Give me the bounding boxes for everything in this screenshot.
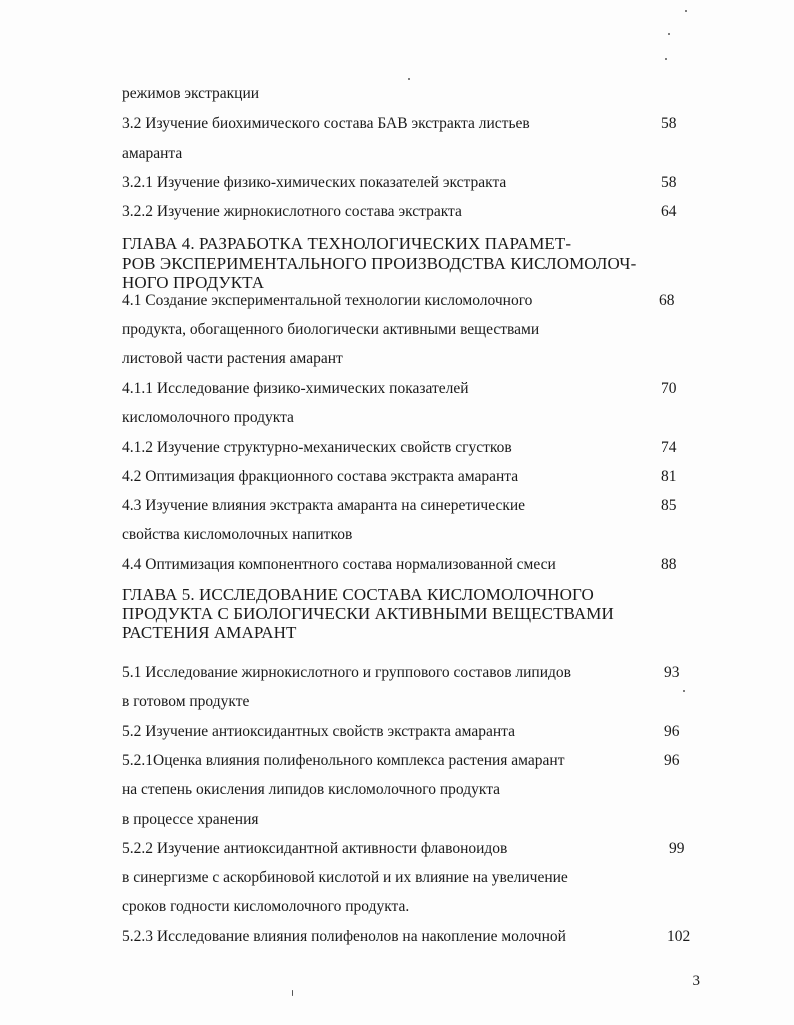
toc-page-number: 58 — [661, 174, 677, 191]
toc-line: кисломолочного продукта — [122, 409, 294, 426]
chapter-heading-line: ГЛАВА 4. РАЗРАБОТКА ТЕХНОЛОГИЧЕСКИХ ПАРАМЕТ- — [122, 234, 572, 253]
toc-line: 5.2.3 Исследование влияния полифенолов на накопление молочной — [122, 928, 566, 945]
toc-line: 4.1 Создание экспериментальной технологии кисломолочного — [122, 292, 533, 309]
scan-speck — [683, 690, 685, 692]
toc-line: в готовом продукте — [122, 693, 250, 710]
toc-line: в синергизме с аскорбиновой кислотой и их влияние на увеличение — [122, 869, 568, 886]
scan-speck — [668, 33, 670, 35]
toc-line: продукта, обогащенного биологически активными веществами — [122, 321, 540, 338]
toc-line: листовой части растения амарант — [122, 350, 343, 367]
toc-line: амаранта — [122, 145, 183, 162]
toc-line: в процессе хранения — [122, 811, 259, 828]
toc-line: 3.2.1 Изучение физико-химических показателей экстракта — [122, 174, 507, 191]
scan-speck — [685, 10, 687, 12]
toc-page-number: 81 — [661, 468, 677, 485]
toc-line: 4.1.1 Исследование физико-химических показателей — [122, 380, 469, 397]
toc-line: 4.3 Изучение влияния экстракта амаранта на синеретические — [122, 497, 526, 514]
toc-line: 4.2 Оптимизация фракционного состава экстракта амаранта — [122, 468, 519, 485]
chapter-heading-line: ГЛАВА 5. ИССЛЕДОВАНИЕ СОСТАВА КИСЛОМОЛОЧНОГО — [122, 585, 594, 604]
toc-page-number: 85 — [661, 497, 677, 514]
toc-line: на степень окисления липидов кисломолочного продукта — [122, 781, 501, 798]
toc-line: режимов экстракции — [122, 85, 260, 102]
toc-line: 4.4 Оптимизация компонентного состава нормализованной смеси — [122, 556, 556, 573]
toc-page-number: 102 — [667, 928, 691, 945]
toc-line: сроков годности кисломолочного продукта. — [122, 898, 410, 915]
toc-page-number: 64 — [661, 203, 677, 220]
scan-speck — [665, 58, 667, 60]
toc-line: 3.2 Изучение биохимического состава БАВ экстракта листьев — [122, 115, 530, 132]
chapter-heading-line: НОГО ПРОДУКТА — [122, 273, 265, 292]
toc-page-number: 88 — [661, 556, 677, 573]
toc-line: 3.2.2 Изучение жирнокислотного состава экстракта — [122, 203, 462, 220]
toc-line: свойства кисломолочных напитков — [122, 526, 353, 543]
chapter-heading-line: РОВ ЭКСПЕРИМЕНТАЛЬНОГО ПРОИЗВОДСТВА КИСЛОМОЛОЧ- — [122, 254, 637, 273]
toc-page-number: 70 — [661, 380, 677, 397]
toc-page-number: 96 — [664, 723, 680, 740]
chapter-heading-line: РАСТЕНИЯ АМАРАНТ — [122, 623, 297, 642]
toc-line: 5.2.1Оценка влияния полифенольного комплекса растения амарант — [122, 752, 565, 769]
toc-line: 5.2.2 Изучение антиоксидантной активности флавоноидов — [122, 840, 508, 857]
toc-line: 5.2 Изучение антиоксидантных свойств экстракта амаранта — [122, 723, 516, 740]
toc-page-number: 96 — [664, 752, 680, 769]
page-number: 3 — [692, 973, 700, 989]
toc-line: 4.1.2 Изучение структурно-механических свойств сгустков — [122, 439, 512, 456]
toc-page-number: 99 — [669, 840, 685, 857]
toc-page-number: 93 — [664, 664, 680, 681]
scan-speck — [292, 990, 293, 996]
toc-page-number: 58 — [661, 115, 677, 132]
toc-page-number: 74 — [661, 439, 677, 456]
chapter-heading-line: ПРОДУКТА С БИОЛОГИЧЕСКИ АКТИВНЫМИ ВЕЩЕСТВАМИ — [122, 604, 614, 623]
toc-page-number: 68 — [659, 292, 675, 309]
toc-line: 5.1 Исследование жирнокислотного и группового составов липидов — [122, 664, 571, 681]
scan-speck — [408, 78, 410, 80]
